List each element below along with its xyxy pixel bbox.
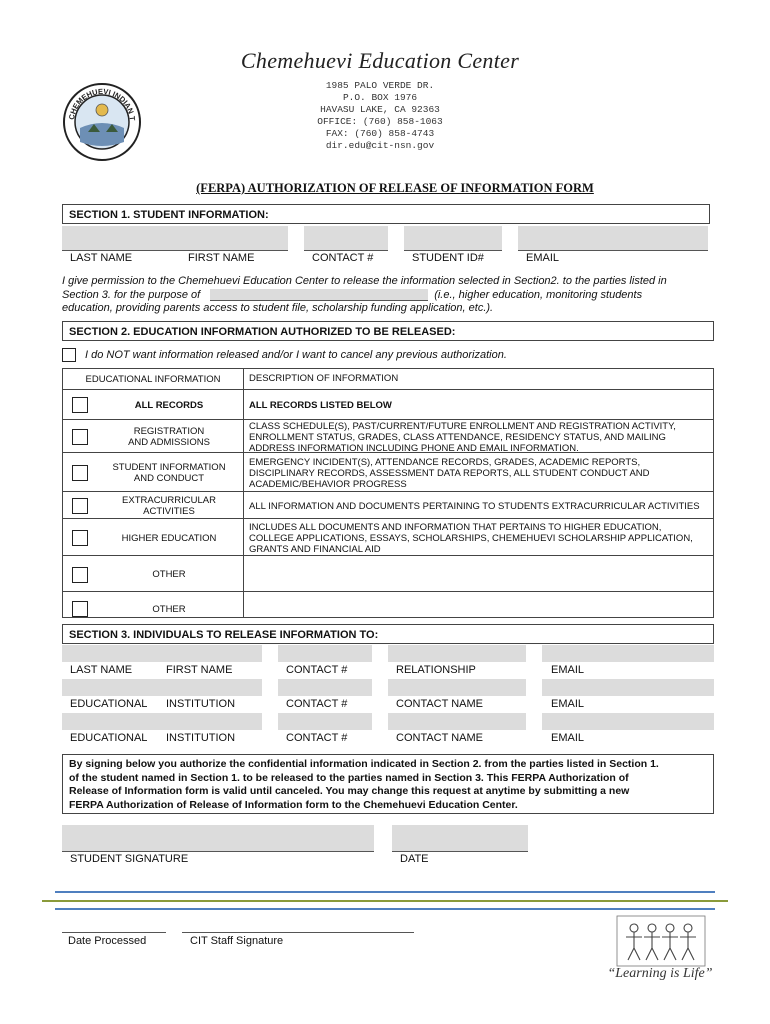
records-category-label: EXTRACURRICULAR ACTIVITIES — [122, 495, 216, 517]
s3-r3-label-3: CONTACT NAME — [396, 732, 483, 744]
s3-r1-label-4: EMAIL — [551, 664, 585, 676]
agreement-line: FERPA Authorization of Release of Information form to the Chemehuevi Education Center. — [69, 798, 518, 811]
s3-r1-label-3: RELATIONSHIP — [396, 664, 476, 676]
seal-text: CHEMEHUEVI INDIAN T — [67, 86, 138, 122]
records-checkbox[interactable] — [72, 429, 88, 445]
records-category-label: ALL RECORDS — [134, 399, 204, 411]
institution-1-contact-field[interactable] — [278, 679, 372, 696]
records-description: EMERGENCY INCIDENT(S), ATTENDANCE RECORDS, GRADES, ACADEMIC REPORTS, DISCIPLINARY RECORDS, ASSESSMENT DATA REPORTS, ALL STUDENT CONDUCT AND ACADEMIC/BEHAVIOR PROGRESS — [249, 456, 650, 490]
permission-line-2b: (i.e., higher education, monitoring students — [434, 288, 643, 301]
s3-r2-label-2: CONTACT # — [286, 698, 348, 710]
recipient-last-first-name-field[interactable] — [62, 645, 262, 662]
form-title: (FERPA) AUTHORIZATION OF RELEASE OF INFORMATION FORM — [196, 181, 594, 195]
student-signature-label: STUDENT SIGNATURE — [70, 853, 189, 865]
records-category-label: STUDENT INFORMATION AND CONDUCT — [112, 462, 226, 484]
records-checkbox[interactable] — [72, 601, 88, 617]
student-last-first-name-field[interactable] — [62, 226, 288, 251]
permission-statement — [62, 275, 722, 316]
permission-line-3: education, providing parents access to student file, scholarship funding application, etc.). — [62, 302, 494, 314]
student-contact-field[interactable] — [304, 226, 388, 251]
date-label: DATE — [400, 853, 429, 865]
institution-1-field[interactable] — [62, 679, 262, 696]
footer-rule-blue-bottom — [55, 908, 715, 910]
s3-r3-label-1: INSTITUTION — [166, 732, 236, 744]
org-name: Chemehuevi Education Center — [240, 48, 520, 73]
s3-r2-label-1: INSTITUTION — [166, 698, 236, 710]
records-checkbox[interactable] — [72, 498, 88, 514]
agreement-line: By signing below you authorize the confidential information indicated in Section 2. from the parties listed in Section 1. — [69, 758, 659, 770]
address-line: 1985 PALO VERDE DR. — [325, 80, 435, 91]
records-checkbox[interactable] — [72, 567, 88, 583]
records-description: ALL RECORDS LISTED BELOW — [249, 399, 392, 411]
student-id-field[interactable] — [404, 226, 502, 251]
label-last-name: LAST NAME — [70, 252, 133, 264]
records-checkbox[interactable] — [72, 530, 88, 546]
records-description — [249, 593, 707, 625]
s3-r2-label-3: CONTACT NAME — [396, 698, 483, 710]
staff-signature-line — [182, 920, 414, 933]
address-line: FAX: (760) 858-4743 — [325, 128, 435, 139]
s3-r3-label-2: CONTACT # — [286, 732, 348, 744]
address-line: OFFICE: (760) 858-1063 — [317, 116, 443, 127]
student-email-field[interactable] — [518, 226, 708, 251]
address-line: HAVASU LAKE, CA 92363 — [320, 104, 440, 115]
address-line: P.O. BOX 1976 — [342, 92, 418, 103]
s3-r1-label-0: LAST NAME — [70, 664, 133, 676]
label-student-id: STUDENT ID# — [412, 252, 484, 264]
col-header-educational-info: EDUCATIONAL INFORMATION — [85, 373, 221, 385]
authorization-agreement-box — [62, 754, 714, 814]
address-line: dir.edu@cit-nsn.gov — [325, 140, 435, 151]
records-category-label: REGISTRATION AND ADMISSIONS — [128, 426, 210, 448]
permission-line-1: I give permission to the Chemehuevi Education Center to release the information selected in Section2. to the parties listed in — [62, 275, 667, 287]
cancel-authorization-text: I do NOT want information released and/or I want to cancel any previous authorization. — [85, 349, 507, 361]
education-info-table — [62, 368, 714, 618]
signature-date-field[interactable] — [392, 825, 528, 852]
s3-r3-label-0: EDUCATIONAL — [70, 732, 148, 744]
learning-logo — [616, 915, 706, 967]
records-description — [249, 557, 707, 592]
institution-2-contact-field[interactable] — [278, 713, 372, 730]
label-email: EMAIL — [526, 252, 560, 264]
staff-signature-label: CIT Staff Signature — [190, 935, 284, 947]
records-description: INCLUDES ALL DOCUMENTS AND INFORMATION THAT PERTAINS TO HIGHER EDUCATION, COLLEGE APPLICATIONS, ESSAYS, SCHOLARSHIPS, CHEMEHUEVI SCHOLARSHIP APPLICATION, GRANTS AND FINANCIAL AID — [249, 521, 693, 555]
agreement-line: of the student named in Section 1. to be released to the parties named in Section 3. This FERPA Authorization of — [69, 771, 629, 784]
col-header-description: DESCRIPTION OF INFORMATION — [249, 373, 399, 384]
records-description: ALL INFORMATION AND DOCUMENTS PERTAINING TO STUDENTS EXTRACURRICULAR ACTIVITIES — [249, 500, 700, 512]
institution-1-email-field[interactable] — [542, 679, 714, 696]
recipient-relationship-field[interactable] — [388, 645, 526, 662]
records-checkbox[interactable] — [72, 397, 88, 413]
label-first-name: FIRST NAME — [188, 252, 255, 264]
footer-rule-blue-top — [55, 891, 715, 893]
institution-2-field[interactable] — [62, 713, 262, 730]
records-checkbox[interactable] — [72, 465, 88, 481]
date-processed-line — [62, 920, 166, 933]
s3-r3-label-4: EMAIL — [551, 732, 585, 744]
s3-r1-label-1: FIRST NAME — [166, 664, 233, 676]
label-contact: CONTACT # — [312, 252, 374, 264]
records-category-label: OTHER — [152, 569, 186, 580]
records-category-label: OTHER — [152, 603, 186, 615]
motto: “Learning is Life” — [607, 966, 713, 981]
institution-1-contact-name-field[interactable] — [388, 679, 526, 696]
s3-r1-label-2: CONTACT # — [286, 664, 348, 676]
s3-r2-label-4: EMAIL — [551, 698, 585, 710]
institution-2-email-field[interactable] — [542, 713, 714, 730]
student-signature-field[interactable] — [62, 825, 374, 852]
section1-heading: SECTION 1. STUDENT INFORMATION: — [62, 204, 710, 224]
records-description: CLASS SCHEDULE(S), PAST/CURRENT/FUTURE ENROLLMENT AND REGISTRATION ACTIVITY, ENROLLMENT STATUS, GRADES, CLASS ATTENDANCE, RESIDENCY STATUS, AND MAILING ADDRESS INFORMATION INCLUDING PHONE AND EMAIL INFORMATION. — [249, 420, 676, 454]
tribal-seal-logo — [62, 82, 142, 162]
date-processed-label: Date Processed — [68, 935, 147, 947]
recipient-email-field[interactable] — [542, 645, 714, 662]
footer-rule-green — [42, 900, 728, 902]
records-category-label: HIGHER EDUCATION — [121, 532, 217, 544]
institution-2-contact-name-field[interactable] — [388, 713, 526, 730]
agreement-line: Release of Information form is valid until canceled. You may change this request at anytime by submitting a new — [69, 785, 630, 797]
s3-r2-label-0: EDUCATIONAL — [70, 698, 148, 710]
section3-heading: SECTION 3. INDIVIDUALS TO RELEASE INFORMATION TO: — [62, 624, 714, 644]
cancel-authorization-checkbox[interactable] — [62, 348, 76, 362]
address-block — [280, 80, 480, 152]
recipient-contact-field[interactable] — [278, 645, 372, 662]
section2-heading: SECTION 2. EDUCATION INFORMATION AUTHORIZED TO BE RELEASED: — [62, 321, 714, 341]
permission-line-2a: Section 3. for the purpose of — [62, 288, 201, 301]
purpose-field[interactable] — [210, 289, 428, 301]
